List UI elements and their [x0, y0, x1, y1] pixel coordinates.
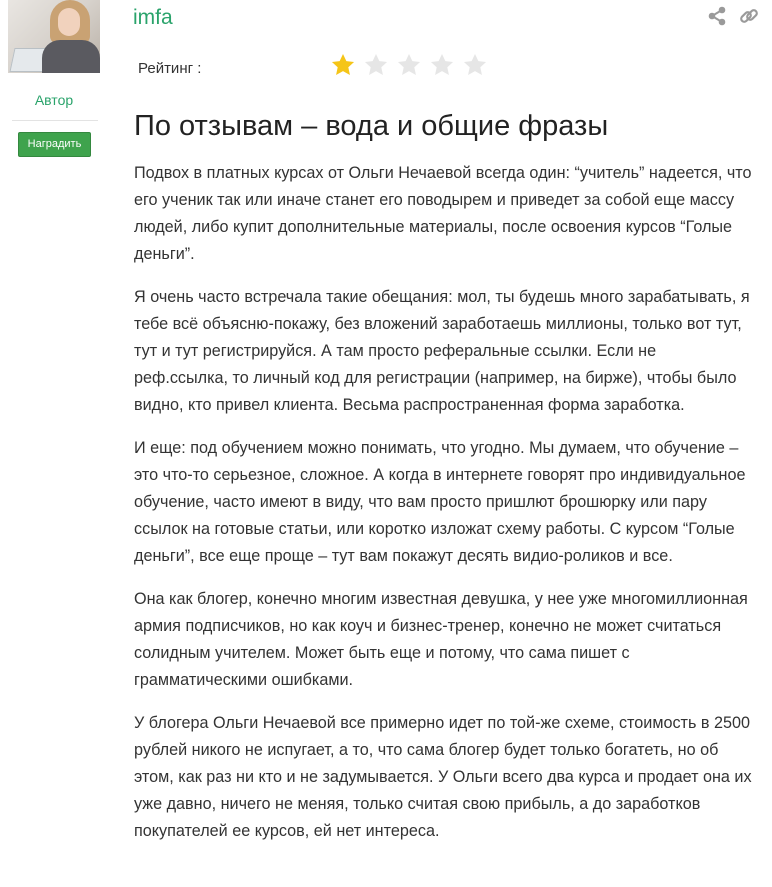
- star-filled-icon[interactable]: [330, 52, 356, 78]
- review-paragraph: И еще: под обучением можно понимать, что угодно. Мы думаем, что обучение – это что-то серьезное, сложное. А когда в интернете говорят про индивидуальное обучение, часто имеют в виду, что вам просто пришлют брошюрку или пару ссылок на готовые статьи, или коротко изложат схему работы. С курсом “Голые деньги”, все еще проще – тут вам покажут десять видио-роликов и все.: [134, 439, 746, 565]
- rating-label: Рейтинг :: [138, 60, 202, 77]
- star-empty-icon[interactable]: [429, 52, 455, 78]
- review-body: [134, 160, 754, 861]
- sidebar-divider: [12, 120, 98, 121]
- username-link[interactable]: imfa: [133, 6, 173, 29]
- star-empty-icon[interactable]: [462, 52, 488, 78]
- review-paragraph: У блогера Ольги Нечаевой все примерно идет по той-же схеме, стоимость в 2500 рублей никого не испугает, а то, что сама блогер будет только богатеть, но об этом, как раз ни кто и не задумывается. У Ольги всего два курса и продает она их уже давно, ничего не меняя, только считая свою прибыль, а до заработков покупателей ее курсов, ей нет интереса.: [134, 714, 752, 840]
- award-button[interactable]: Наградить: [18, 132, 91, 157]
- link-icon[interactable]: [739, 6, 759, 26]
- review-paragraph: Подвох в платных курсах от Ольги Нечаевой всегда один: “учитель” надеется, что его ученик так или иначе станет его поводырем и приведет за собой еще массу людей, либо купит дополнительные материалы, после освоения курсов “Голые деньги”.: [134, 164, 752, 263]
- avatar-body: [42, 40, 100, 73]
- review-title: По отзывам – вода и общие фразы: [134, 110, 609, 142]
- rating-stars[interactable]: [330, 52, 488, 78]
- review-paragraph: Я очень часто встречала такие обещания: мол, ты будешь много зарабатывать, я тебе всё объясню-покажу, без вложений заработаешь миллионы, только вот тут, тут и тут регистрируйся. А там просто реферальные ссылки. Если не реф.ссылка, то личный код для регистрации (например, на бирже), чтобы было видно, кто привел клиента. Весьма распространенная форма заработка.: [134, 288, 750, 414]
- star-empty-icon[interactable]: [396, 52, 422, 78]
- author-role: Автор: [34, 92, 74, 108]
- avatar-face: [58, 8, 80, 36]
- star-empty-icon[interactable]: [363, 52, 389, 78]
- avatar[interactable]: [8, 0, 100, 73]
- share-icon[interactable]: [707, 6, 727, 26]
- review-paragraph: Она как блогер, конечно многим известная девушка, у нее уже многомиллионная армия подписчиков, но как коуч и бизнес-тренер, конечно не может считаться солидным учителем. Может быть еще и потому, что сама пишет с грамматическими ошибками.: [134, 590, 748, 689]
